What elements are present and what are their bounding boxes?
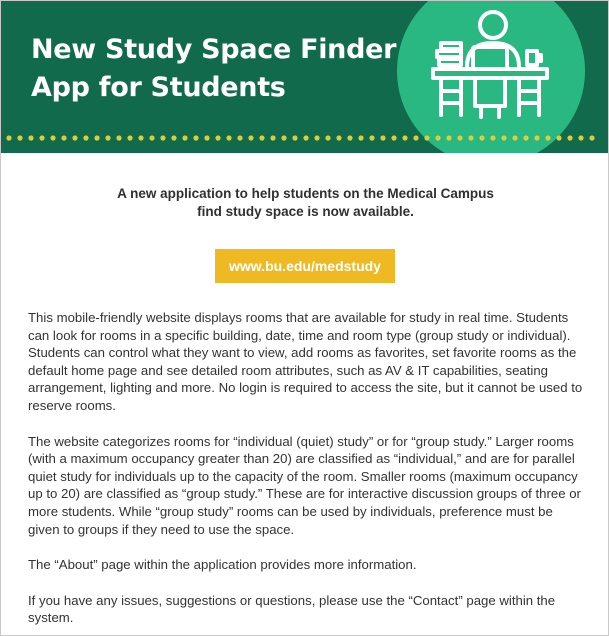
decorative-dot bbox=[391, 135, 396, 140]
decorative-dot bbox=[578, 135, 583, 140]
decorative-dot bbox=[61, 135, 66, 140]
decorative-dot bbox=[501, 135, 506, 140]
decorative-dot bbox=[248, 135, 253, 140]
intro-line-2: find study space is now available. bbox=[197, 204, 414, 219]
student-at-desk-with-laptop-icon bbox=[427, 5, 553, 121]
decorative-dot bbox=[127, 135, 132, 140]
main-content bbox=[1, 153, 609, 636]
banner-title-line-2: App for Students bbox=[31, 72, 286, 103]
decorative-dot bbox=[160, 135, 165, 140]
description-body bbox=[28, 309, 588, 636]
description-paragraph: This mobile-friendly website displays rooms that are available for study in real time. Students can look for rooms in a specific building, date, time and room type (group study or individual). Students can control what they want to view, add rooms as favorites, set favorite rooms as the default home page and see detailed room attributes, such as AV & IT capabilities, seating arrangement, lighting and more. No login is required to access the site, but it cannot be used to reserve rooms. bbox=[28, 310, 583, 413]
decorative-dot bbox=[567, 135, 572, 140]
decorative-dot bbox=[259, 135, 264, 140]
decorative-dot bbox=[446, 135, 451, 140]
description-paragraph: The “About” page within the application provides more information. bbox=[28, 557, 417, 573]
decorative-dot bbox=[281, 135, 286, 140]
decorative-dot bbox=[237, 135, 242, 140]
decorative-dot bbox=[545, 135, 550, 140]
banner-title-line-1: New Study Space Finder bbox=[31, 34, 397, 65]
decorative-dot bbox=[369, 135, 374, 140]
decorative-dot bbox=[83, 135, 88, 140]
decorative-dot bbox=[347, 135, 352, 140]
decorative-dot bbox=[39, 135, 44, 140]
decorative-dot bbox=[226, 135, 231, 140]
description-paragraph: The website categorizes rooms for “individual (quiet) study” or for “group study.” Larger rooms (with a maximum occupancy greater than 20) are classified as “individual,” and are for parallel quiet study for individuals up to the capacity of the room. Smaller rooms (maximum occupancy up to 20) are classified as “group study.” These are for interactive discussion groups of three or more students. While “group study” rooms can be used by individuals, preference must be given to groups if they need to use the space. bbox=[28, 433, 581, 537]
decorative-dot bbox=[534, 135, 539, 140]
decorative-dot bbox=[556, 135, 561, 140]
decorative-dot bbox=[512, 135, 517, 140]
decorative-dot bbox=[6, 135, 11, 140]
decorative-dot bbox=[336, 135, 341, 140]
decorative-dot bbox=[589, 135, 594, 140]
header-banner bbox=[1, 1, 609, 153]
banner-title bbox=[31, 31, 411, 107]
decorative-dot bbox=[28, 135, 33, 140]
decorative-dot bbox=[380, 135, 385, 140]
decorative-dot bbox=[479, 135, 484, 140]
decorative-dot bbox=[314, 135, 319, 140]
decorative-dot bbox=[204, 135, 209, 140]
decorative-dot bbox=[182, 135, 187, 140]
decorative-dot bbox=[193, 135, 198, 140]
decorative-dot bbox=[325, 135, 330, 140]
decorative-dot bbox=[358, 135, 363, 140]
decorative-dot bbox=[50, 135, 55, 140]
decorative-dot bbox=[17, 135, 22, 140]
decorative-dot bbox=[270, 135, 275, 140]
decorative-dot bbox=[138, 135, 143, 140]
decorative-dot bbox=[468, 135, 473, 140]
decorative-dot bbox=[435, 135, 440, 140]
decorative-dot bbox=[215, 135, 220, 140]
intro-line-1: A new application to help students on the Medical Campus bbox=[117, 186, 494, 201]
decorative-dot bbox=[413, 135, 418, 140]
decorative-dot bbox=[116, 135, 121, 140]
medstudy-link-button[interactable]: www.bu.edu/medstudy bbox=[215, 249, 395, 283]
decorative-dot bbox=[72, 135, 77, 140]
decorative-dot bbox=[490, 135, 495, 140]
decorative-dot bbox=[303, 135, 308, 140]
decorative-dot bbox=[105, 135, 110, 140]
decorative-dot bbox=[292, 135, 297, 140]
decorative-dot bbox=[149, 135, 154, 140]
decorative-dot bbox=[171, 135, 176, 140]
intro-text bbox=[21, 185, 590, 221]
decorative-dot bbox=[402, 135, 407, 140]
decorative-dot-border bbox=[1, 129, 609, 147]
decorative-dot bbox=[457, 135, 462, 140]
description-paragraph: If you have any issues, suggestions or questions, please use the “Contact” page within the system. bbox=[28, 592, 556, 626]
decorative-dot bbox=[424, 135, 429, 140]
decorative-dot bbox=[94, 135, 99, 140]
decorative-dot bbox=[523, 135, 528, 140]
